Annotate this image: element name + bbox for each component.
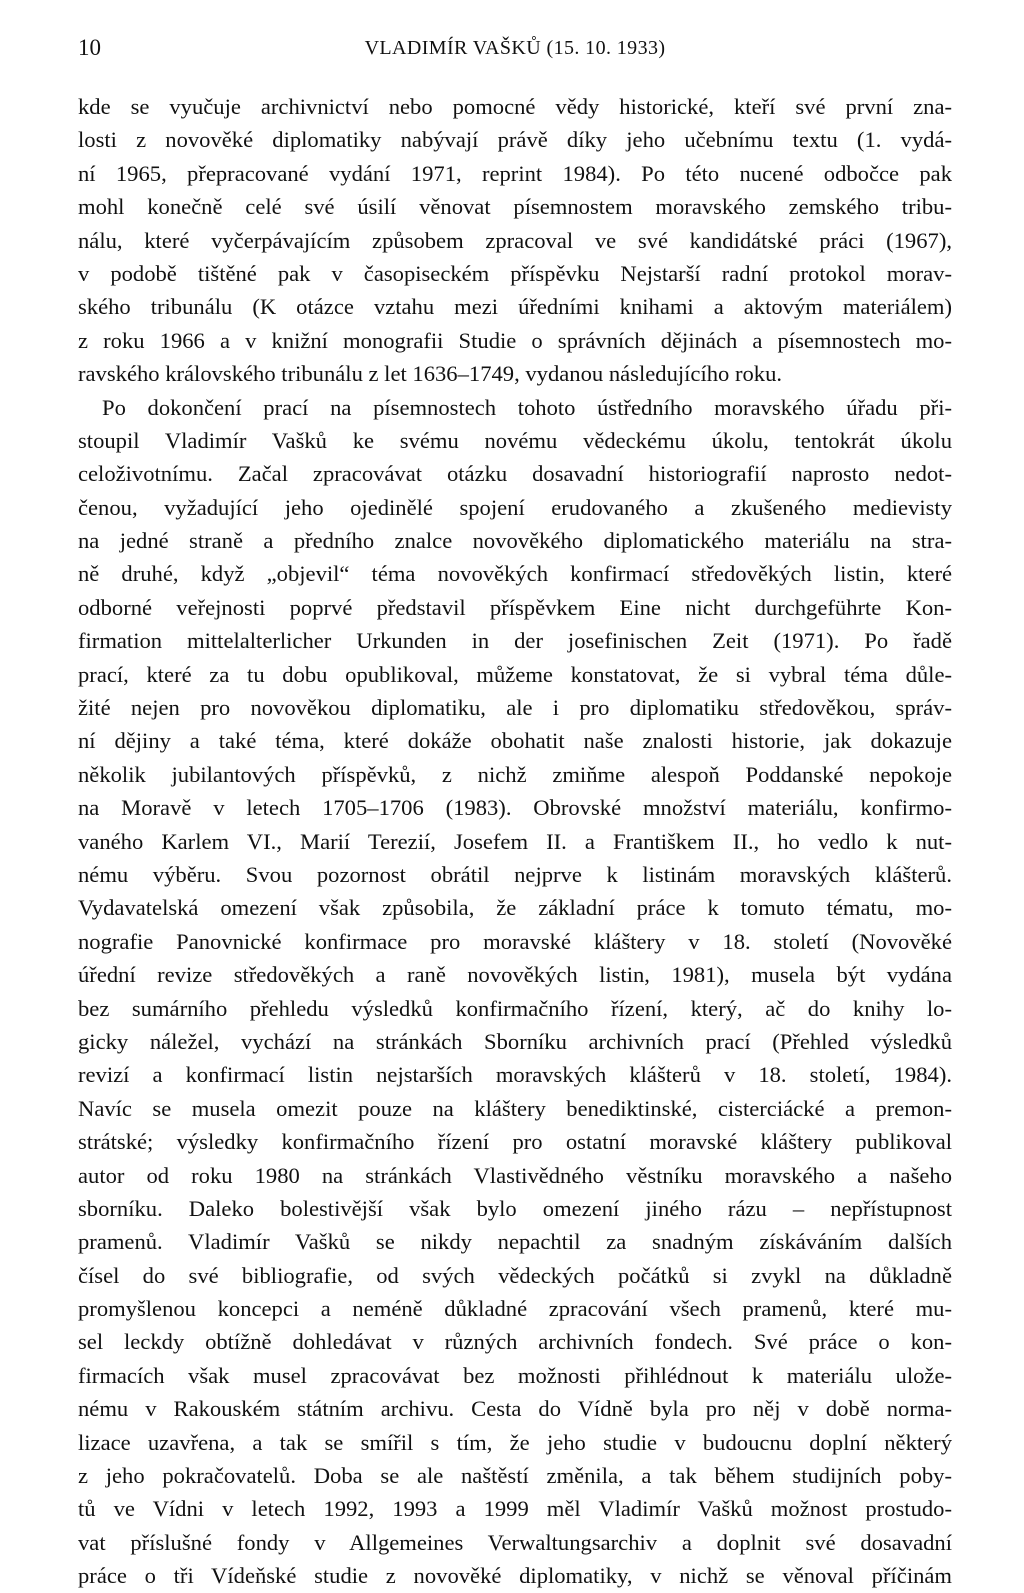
text-line: nému výběru. Svou pozornost obrátil nejprve k listinám moravských klášterů.	[78, 861, 952, 887]
text-line: čenou, vyžadující jeho ojedinělé spojení erudovaného a zkušeného medievisty	[78, 494, 952, 520]
text-line: sel leckdy obtížně dohledávat v různých archivních fondech. Své práce o kon-	[78, 1329, 952, 1355]
text-line: sborníku. Daleko bolestivější však bylo omezení jiného rázu – nepřístupnost	[78, 1195, 952, 1221]
text-line: strátské; výsledky konfirmačního řízení pro ostatní moravské kláštery publikoval	[78, 1129, 952, 1155]
text-line: gicky náležel, vychází na stránkách Sborníku archivních prací (Přehled výsledků	[78, 1028, 952, 1054]
text-line: ského tribunálu (K otázce vztahu mezi úředními knihami a aktovým materiálem)	[78, 294, 952, 320]
text-line: Navíc se musela omezit pouze na kláštery benediktinské, cisterciácké a premon-	[78, 1095, 952, 1121]
text-line: autor od roku 1980 na stránkách Vlastivědného věstníku moravského a našeho	[78, 1162, 952, 1188]
text-line: lizace uzavřena, a tak se smířil s tím, že jeho studie v budoucnu doplní některý	[78, 1429, 952, 1455]
text-line: nografie Panovnické konfirmace pro moravské kláštery v 18. století (Novověké	[78, 928, 952, 954]
text-line: z jeho pokračovatelů. Doba se ale naštěstí změnila, a tak během studijních poby-	[78, 1463, 952, 1489]
text-line: vat příslušné fondy v Allgemeines Verwaltungsarchiv a doplnit své dosavadní	[78, 1529, 952, 1555]
text-line: ně druhé, když „objevil“ téma novověkých konfirmací středověkých listin, které	[78, 561, 952, 587]
text-line: tů ve Vídni v letech 1992, 1993 a 1999 měl Vladimír Vašků možnost prostudo-	[78, 1496, 952, 1522]
text-line: mohl konečně celé své úsilí věnovat písemnostem moravského zemského tribu-	[78, 194, 952, 220]
text-line: celoživotnímu. Začal zpracovávat otázku dosavadní historiografií naprosto nedot-	[78, 461, 952, 487]
text-line: ní 1965, přepracované vydání 1971, reprint 1984). Po této nucené odbočce pak	[78, 160, 952, 186]
text-line: ravského královského tribunálu z let 1636–1749, vydanou následujícího roku.	[78, 361, 783, 387]
text-line: vaného Karlem VI., Marií Terezií, Josefem II. a Františkem II., ho vedlo k nut-	[78, 828, 952, 854]
text-line: práce o tři Vídeňské studie z novověké diplomatiky, v nichž se věnoval příčinám	[78, 1563, 952, 1589]
body-text	[78, 90, 952, 1593]
page-header	[78, 28, 952, 68]
text-line: z roku 1966 a v knižní monografii Studie o správních dějinách a písemnostech mo-	[78, 327, 952, 353]
text-line: prací, které za tu dobu opublikoval, můžeme konstatovat, že si vybral téma důle-	[78, 661, 952, 687]
text-line: nálu, které vyčerpávajícím způsobem zpracoval ve své kandidátské práci (1967),	[78, 227, 952, 253]
page-number: 10	[78, 35, 101, 60]
book-page	[78, 28, 952, 1589]
text-line: revizí a konfirmací listin nejstarších moravských klášterů v 18. století, 1984).	[78, 1062, 952, 1088]
text-line: firmation mittelalterlicher Urkunden in der josefinischen Zeit (1971). Po řadě	[78, 628, 952, 654]
text-line: odborné veřejnosti poprvé představil příspěvkem Eine nicht durchgeführte Kon-	[78, 594, 952, 620]
text-line: čísel do své bibliografie, od svých vědeckých počátků si zvykl na důkladně	[78, 1262, 952, 1288]
text-line: na jedné straně a předního znalce novověkého diplomatického materiálu na stra-	[78, 528, 952, 554]
text-line: několik jubilantových příspěvků, z nichž zmiňme alespoň Poddanské nepokoje	[78, 761, 952, 787]
text-line: úřední revize středověkých a raně novověkých listin, 1981), musela být vydána	[78, 962, 952, 988]
text-line: firmacích však musel zpracovávat bez možnosti přihlédnout k materiálu ulože-	[78, 1362, 952, 1388]
text-line: bez sumárního přehledu výsledků konfirmačního řízení, který, ač do knihy lo-	[78, 995, 952, 1021]
text-line: ní dějiny a také téma, které dokáže obohatit naše znalosti historie, jak dokazuje	[78, 728, 952, 754]
running-head: VLADIMÍR VAŠKŮ (15. 10. 1933)	[364, 37, 666, 59]
text-line: promyšlenou koncepci a neméně důkladné zpracování všech pramenů, které mu-	[78, 1296, 952, 1322]
text-line: Vydavatelská omezení však způsobila, že základní práce k tomuto tématu, mo-	[78, 895, 952, 921]
text-line: pramenů. Vladimír Vašků se nikdy nepachtil za snadným získáváním dalších	[78, 1229, 952, 1255]
text-line: v podobě tištěné pak v časopiseckém příspěvku Nejstarší radní protokol morav-	[78, 260, 952, 286]
text-line: kde se vyučuje archivnictví nebo pomocné vědy historické, kteří své první zna-	[78, 94, 952, 119]
text-line: losti z novověké diplomatiky nabývají právě díky jeho učebnímu textu (1. vydá-	[78, 127, 952, 153]
paragraph-start-line: Po dokončení prací na písemnostech tohoto ústředního moravského úřadu při-	[102, 394, 952, 420]
text-line: stoupil Vladimír Vašků ke svému novému vědeckému úkolu, tentokrát úkolu	[78, 427, 952, 453]
text-line: žité nejen pro novověkou diplomatiku, ale i pro diplomatiku středověkou, správ-	[78, 695, 952, 721]
text-line: nému v Rakouském státním archivu. Cesta do Vídně byla pro něj v době norma-	[78, 1396, 952, 1422]
text-line: na Moravě v letech 1705–1706 (1983). Obrovské množství materiálu, konfirmo-	[78, 795, 952, 821]
